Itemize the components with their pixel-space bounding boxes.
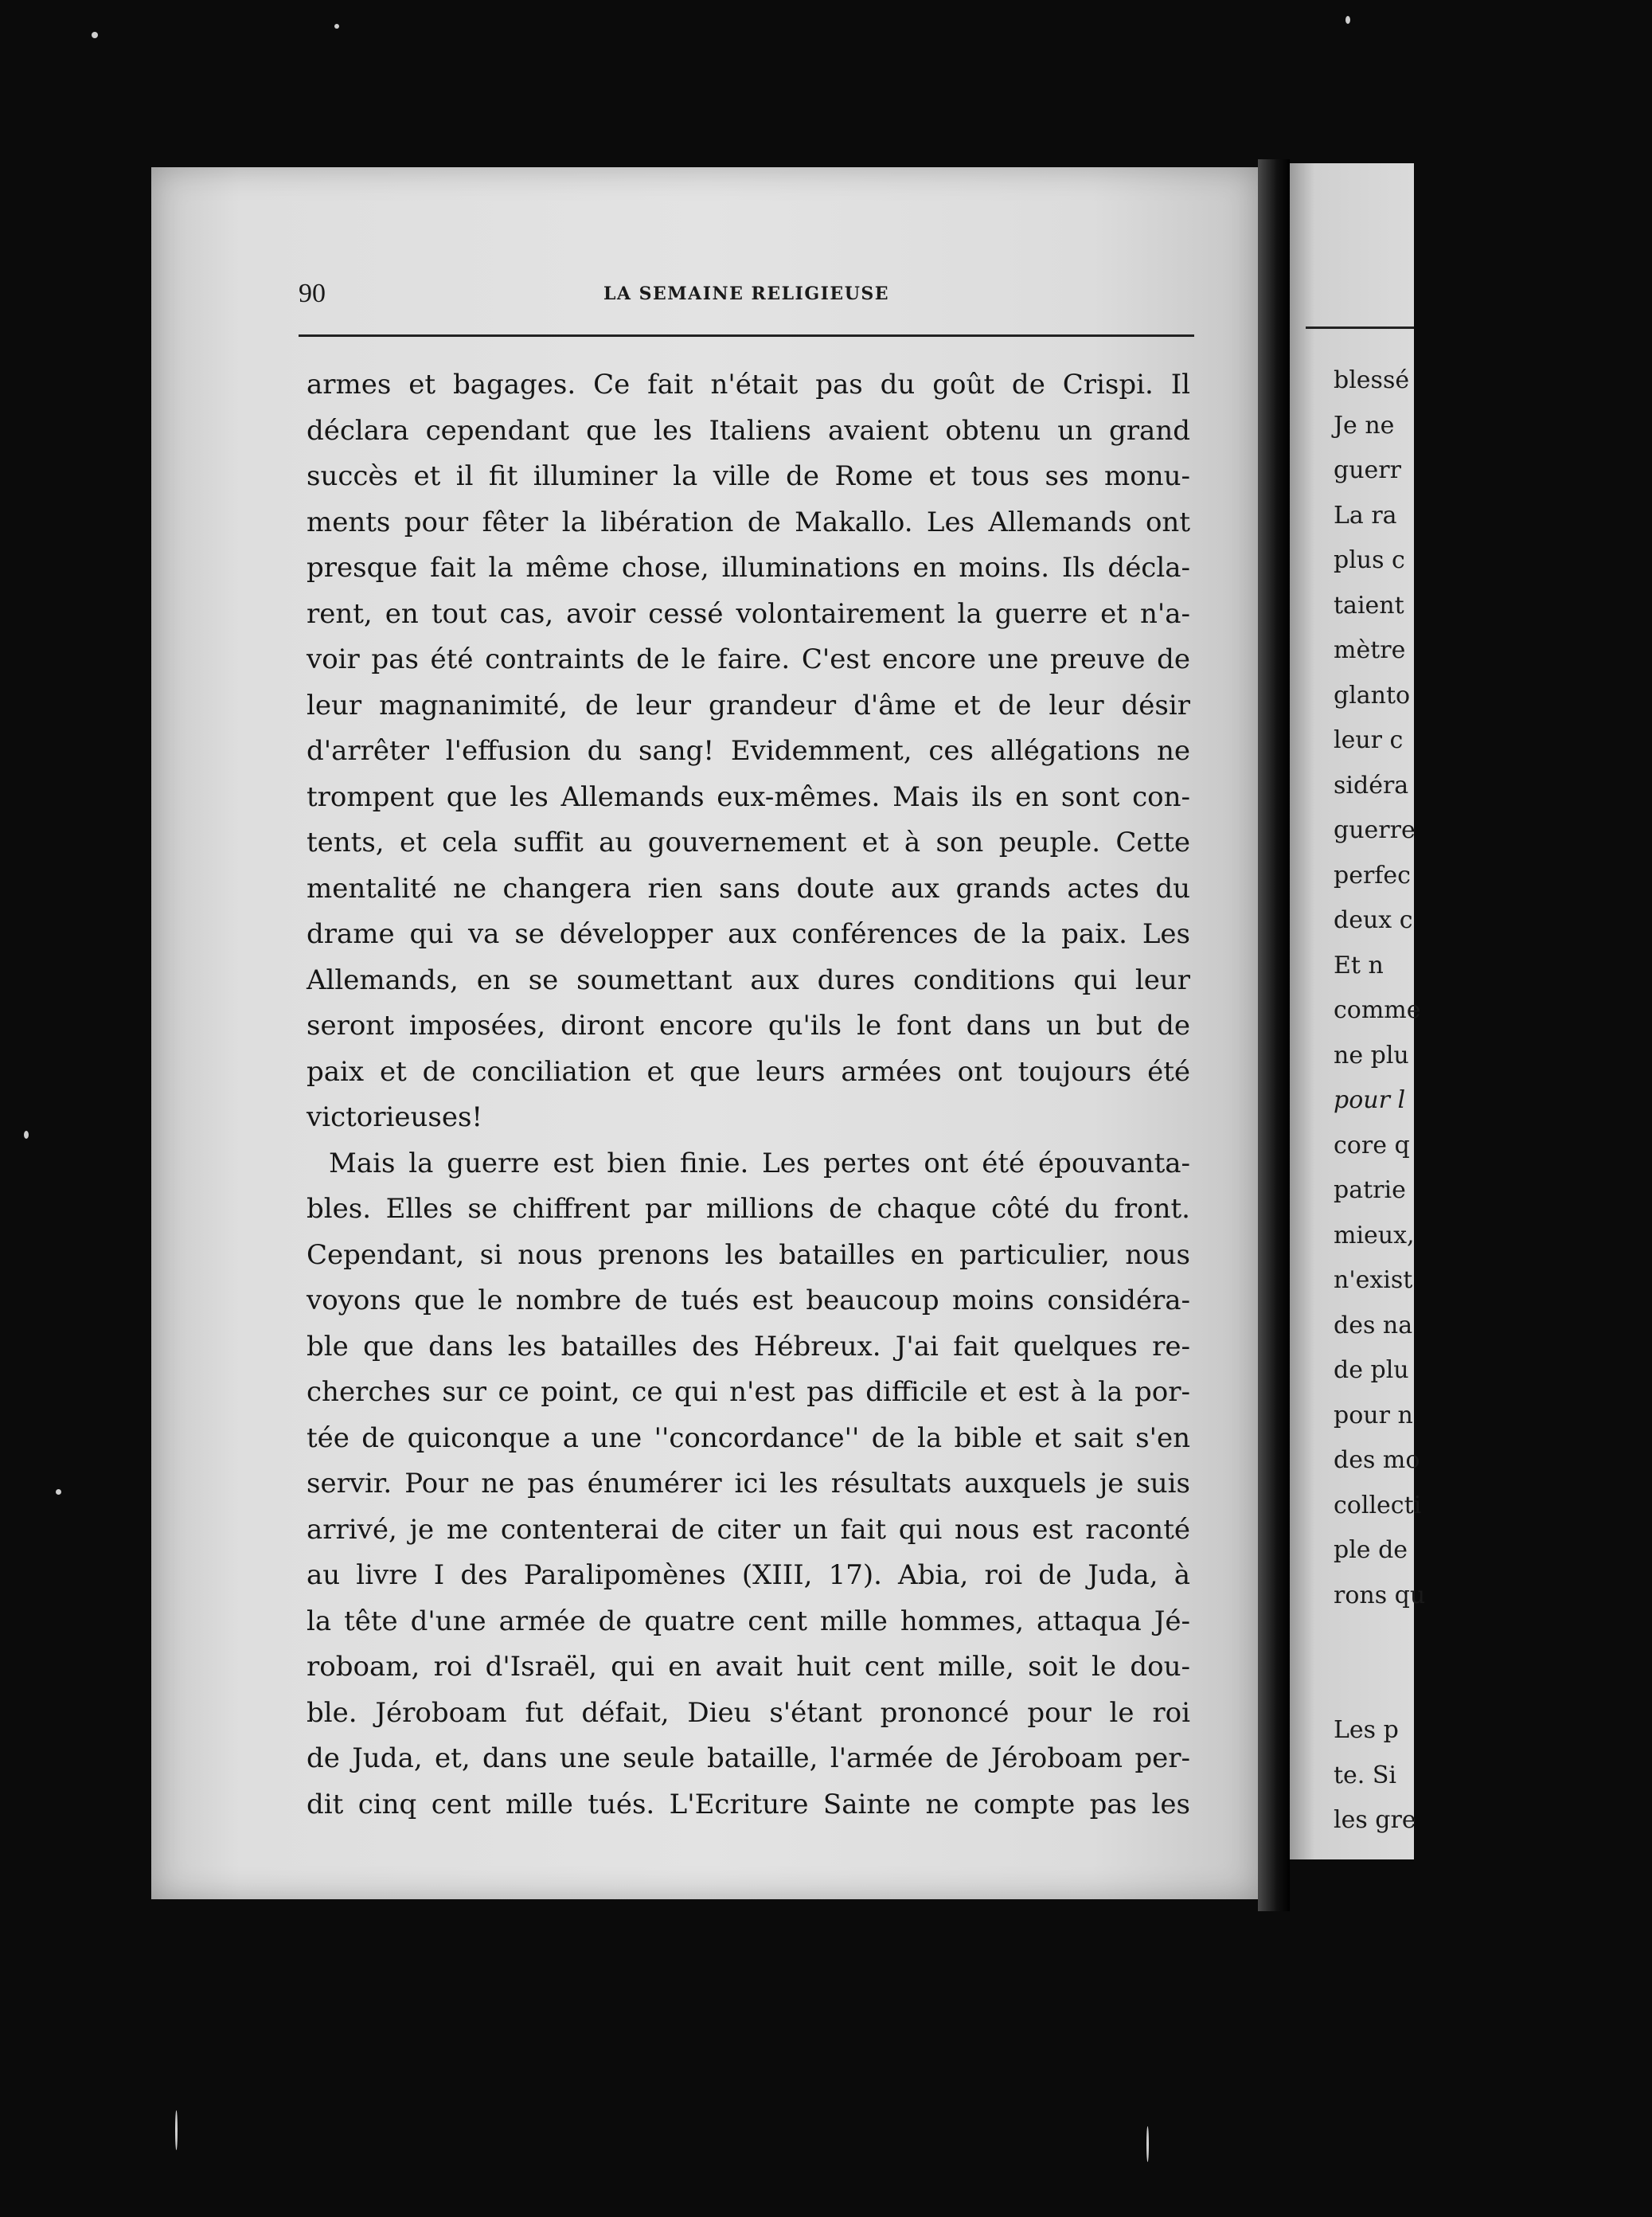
book-page-left [151,167,1258,1899]
text-line: ble. Jéroboam fut défait, Dieu s'étant prononcé pour le roi [307,1696,1190,1729]
text-line: les gre [1334,1806,1416,1834]
text-line: mieux, [1334,1221,1415,1249]
text-line: Allemands, en se soumettant aux dures conditions qui leur [307,964,1190,996]
page-header [299,279,1194,311]
text-line: guerre [1334,816,1416,844]
text-line: dit cinq cent mille tués. L'Ecriture Sainte ne compte pas les [307,1788,1190,1820]
text-line: collecti [1334,1491,1422,1519]
text-line: armes et bagages. Ce fait n'était pas du goût de Crispi. Il [307,369,1190,401]
text-line: au livre I des Paralipomènes (XIII, 17). Abia, roi de Juda, à [307,1559,1190,1591]
page-number: 90 [299,279,326,308]
text-line: sidéra [1334,771,1409,800]
text-line: des mo [1334,1446,1420,1474]
text-line: des na [1334,1311,1413,1339]
text-line: cherches sur ce point, ce qui n'est pas difficile et est à la por- [307,1376,1190,1408]
text-line: Je ne [1334,411,1395,440]
text-line: drame qui va se développer aux conférences de la paix. Les [307,918,1190,950]
text-line: tée de quiconque a une ''concordance'' de la bible et sait s'en [307,1421,1190,1454]
text-line: taient [1334,591,1404,620]
text-line: core q [1334,1131,1410,1159]
body-text [307,362,1190,1828]
text-line: Cependant, si nous prenons les batailles en particulier, nous [307,1238,1190,1271]
book-gutter [1258,159,1290,1911]
text-line: ple de [1334,1536,1408,1564]
dust-speck [24,1131,29,1139]
text-line: guerr [1334,456,1401,484]
text-line: deux c [1334,906,1413,934]
text-line: presque fait la même chose, illuminations en moins. Ils décla- [307,552,1190,584]
text-line: succès et il fit illuminer la ville de Rome et tous ses monu- [307,460,1190,492]
text-line: mentalité ne changera rien sans doute aux grands actes du [307,872,1190,905]
text-line: de Juda, et, dans une seule bataille, l'armée de Jéroboam per- [307,1742,1190,1774]
text-line: n'exist [1334,1266,1413,1294]
dust-speck [56,1489,61,1495]
text-line: bles. Elles se chiffrent par millions de chaque côté du front. [307,1193,1190,1225]
dust-speck [1146,2126,1149,2162]
text-line: la tête d'une armée de quatre cent mille hommes, attaqua Jé- [307,1605,1190,1637]
header-rule [1306,326,1414,329]
text-line: pour n [1334,1401,1413,1429]
text-line: te. Si [1334,1761,1397,1789]
dust-speck [1345,16,1350,24]
right-page-text [1334,358,1652,1844]
text-line: paix et de conciliation et que leurs armées ont toujours été [307,1055,1190,1088]
text-line: ments pour fêter la libération de Makallo. Les Allemands ont [307,506,1190,538]
dust-speck [175,2110,178,2150]
text-line: ble que dans les batailles des Hébreux. J'ai fait quelques re- [307,1330,1190,1363]
text-line: arrivé, je me contenterai de citer un fait qui nous est raconté [307,1513,1190,1546]
text-line: seront imposées, diront encore qu'ils le font dans un but de [307,1010,1190,1042]
text-line: blessé [1334,366,1410,394]
dust-speck [334,24,339,29]
dust-speck [92,32,98,38]
text-line: rent, en tout cas, avoir cessé volontairement la guerre et n'a- [307,597,1190,630]
header-rule [299,334,1194,337]
text-line: voyons que le nombre de tués est beaucoup moins considéra- [307,1284,1190,1316]
text-line: leur magnanimité, de leur grandeur d'âme et de leur désir [307,689,1190,721]
text-line: mètre [1334,636,1406,664]
text-line: pour l [1334,1086,1406,1114]
text-line: rons qu [1334,1581,1426,1609]
text-line: trompent que les Allemands eux-mêmes. Mais ils en sont con- [307,780,1190,813]
text-line: ne plu [1334,1041,1409,1069]
text-line: La ra [1334,501,1397,530]
text-line: roboam, roi d'Israël, qui en avait huit cent mille, soit le dou- [307,1651,1190,1683]
text-line: plus c [1334,546,1405,574]
text-line: servir. Pour ne pas énumérer ici les résultats auxquels je suis [307,1468,1190,1500]
book-page-right [1290,163,1426,1859]
text-line: Et n [1334,951,1384,979]
text-line: comme [1334,996,1421,1024]
text-line: voir pas été contraints de le faire. C'est encore une preuve de [307,643,1190,675]
text-line: déclara cependant que les Italiens avaient obtenu un grand [307,414,1190,447]
text-line: perfec [1334,861,1411,890]
text-line: leur c [1334,726,1404,754]
text-line: de plu [1334,1356,1409,1384]
text-line: victorieuses! [307,1101,483,1133]
text-line: tents, et cela suffit au gouvernement et à son peuple. Cette [307,827,1190,858]
text-line: d'arrêter l'effusion du sang! Evidemment, ces allégations ne [307,735,1190,767]
text-line: glanto [1334,681,1411,710]
text-line: Les p [1334,1716,1399,1744]
text-line: patrie [1334,1176,1406,1204]
text-line: Mais la guerre est bien finie. Les pertes ont été épouvanta- [329,1147,1190,1179]
running-title: LA SEMAINE RELIGIEUSE [603,283,890,304]
